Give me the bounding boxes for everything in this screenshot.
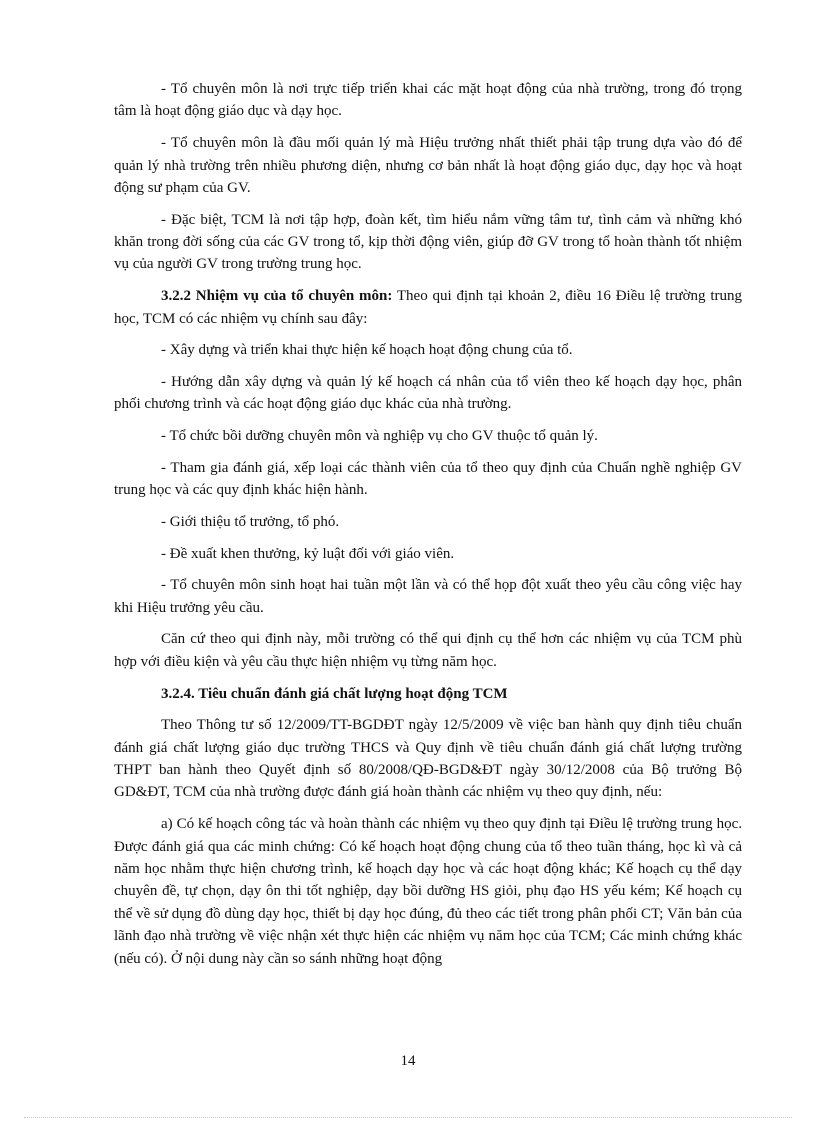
paragraph-criterion-a: a) Có kế hoạch công tác và hoàn thành các nhiệm vụ theo quy định tại Điều lệ trường trung học. Được đánh giá qua các minh chứng: Có kế hoạch hoạt động chung của tổ theo tuần tháng, học kì và cả năm học nhằm thực hiện chương trình, kế hoạch dạy học và các hoạt động khác; Kế hoạch cụ thể dạy chuyên đề, tự chọn, dạy ôn thi tốt nghiệp, dạy bồi dưỡng HS giỏi, phụ đạo HS yếu kém; Kế hoạch cụ thể về sử dụng đồ dùng dạy học, thiết bị dạy học đúng, đủ theo các tiết trong phân phối CT; Văn bản của lãnh đạo nhà trường về việc nhận xét thực hiện các nhiệm vụ năm học của TCM; Các minh chứng khác (nếu có). Ở nội dung này cần so sánh những hoạt động bbox=[114, 816, 742, 967]
paragraph-thong-tu: Theo Thông tư số 12/2009/TT-BGDĐT ngày 12/5/2009 về việc ban hành quy định tiêu chuẩn đánh giá chất lượng giáo dục trường THCS và Quy định về tiêu chuẩn đánh giá chất lượng trường THPT ban hành theo Quyết định số 80/2008/QĐ-BGD&ĐT ngày 30/12/2008 của Bộ trưởng Bộ GD&ĐT, TCM của nhà trường được đánh giá hoàn thành các nhiệm vụ theo quy định, nếu: bbox=[114, 717, 742, 801]
document-page bbox=[114, 78, 742, 979]
task-item-3: - Tổ chức bồi dưỡng chuyên môn và nghiệp vụ cho GV thuộc tổ quản lý. bbox=[161, 428, 598, 445]
task-item-1: - Xây dựng và triển khai thực hiện kế hoạch hoạt động chung của tổ. bbox=[161, 342, 573, 359]
task-item-7: - Tổ chuyên môn sinh hoạt hai tuần một lần và có thể họp đột xuất theo yêu cầu công việc hay khi Hiệu trưởng yêu cầu. bbox=[114, 577, 742, 616]
task-item-4: - Tham gia đánh giá, xếp loại các thành viên của tổ theo quy định của Chuẩn nghề nghiệp GV trung học và các quy định khác hiện hành. bbox=[114, 459, 742, 499]
section-3-2-2-paragraph: 3.2.2 Nhiệm vụ của tổ chuyên môn: Theo qui định tại khoản 2, điều 16 Điều lệ trường trung học, TCM có các nhiệm vụ chính sau đây: bbox=[114, 288, 742, 327]
paragraph-2: - Tổ chuyên môn là đầu mối quản lý mà Hiệu trưởng nhất thiết phải tập trung dựa vào đó để quản lý nhà trường trên nhiều phương diện, nhưng cơ bản nhất là hoạt động giáo dục, dạy học và hoạt động sư phạm của GV. bbox=[114, 135, 742, 196]
task-item-2: - Hướng dẫn xây dựng và quản lý kế hoạch cá nhân của tổ viên theo kế hoạch dạy học, phân phối chương trình và các hoạt động giáo dục khác của nhà trường. bbox=[114, 373, 742, 413]
task-item-5: - Giới thiệu tổ trưởng, tổ phó. bbox=[161, 513, 340, 530]
paragraph-1: - Tổ chuyên môn là nơi trực tiếp triển khai các mặt hoạt động của nhà trường, trong đó trọng tâm là hoạt động giáo dục và dạy học. bbox=[114, 81, 742, 120]
paragraph-3: - Đặc biệt, TCM là nơi tập hợp, đoàn kết, tìm hiểu nắm vững tâm tư, tình cảm và những khó khăn trong đời sống của các GV trong tổ, kịp thời động viên, giúp đỡ GV trong tổ hoàn thành tốt nhiệm vụ của người GV trong trường trung học. bbox=[114, 211, 742, 273]
page-number: 14 bbox=[400, 1053, 416, 1069]
paragraph-can-cu: Căn cứ theo qui định này, mỗi trường có thể qui định cụ thể hơn các nhiệm vụ của TCM phù hợp với điều kiện và yêu cầu thực hiện nhiệm vụ từng năm học. bbox=[114, 631, 742, 670]
section-3-2-2-title: 3.2.2 Nhiệm vụ của tổ chuyên môn: bbox=[161, 288, 393, 305]
section-3-2-4-heading: 3.2.4. Tiêu chuẩn đánh giá chất lượng hoạt động TCM bbox=[161, 685, 508, 702]
task-item-6: - Đề xuất khen thưởng, kỷ luật đối với giáo viên. bbox=[161, 545, 455, 562]
page-bottom-divider bbox=[24, 1117, 792, 1118]
